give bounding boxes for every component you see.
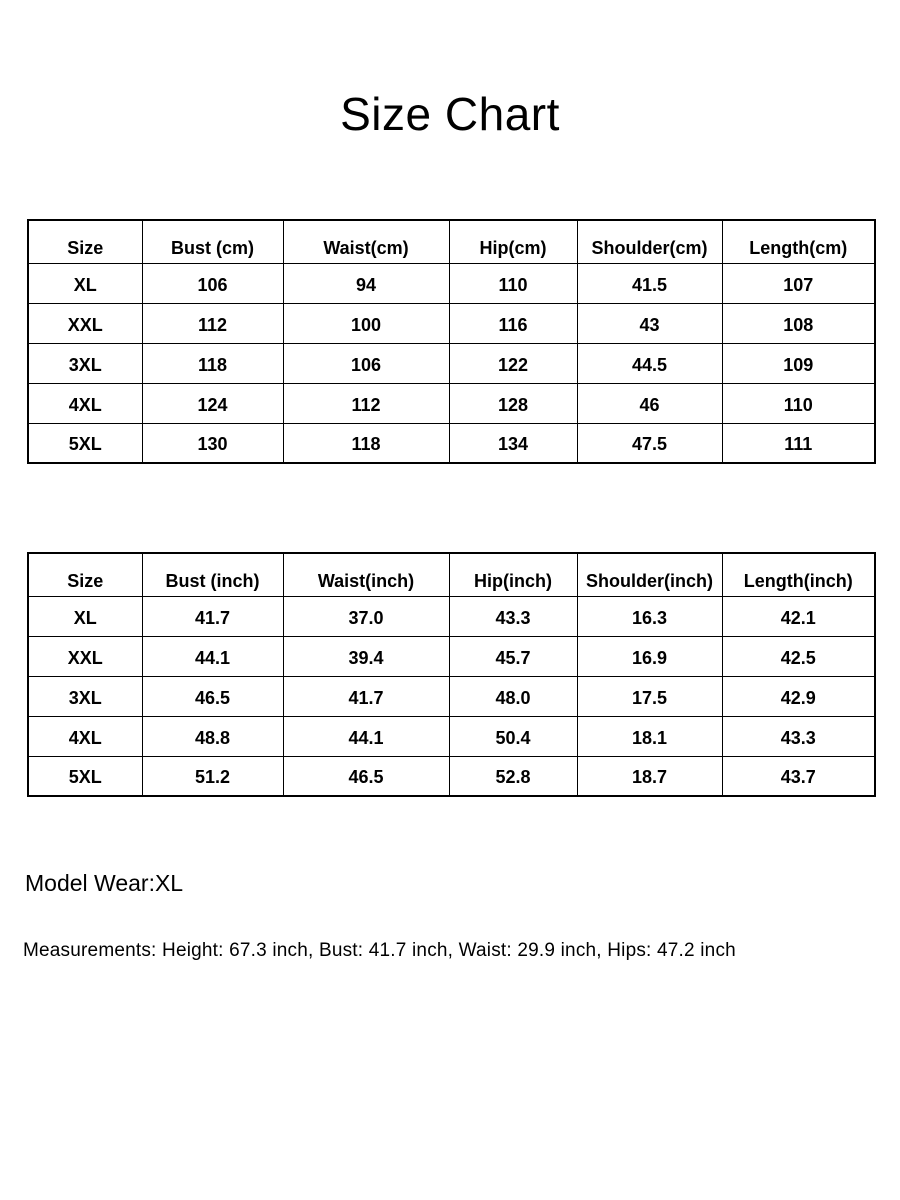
size-cell: 3XL <box>28 343 142 383</box>
size-cell: 4XL <box>28 383 142 423</box>
measurement-cell: 50.4 <box>449 716 577 756</box>
measurement-cell: 41.7 <box>142 596 283 636</box>
measurement-cell: 18.1 <box>577 716 722 756</box>
model-wear-text: Model Wear:XL <box>25 870 184 896</box>
table-row <box>28 596 875 636</box>
measurement-cell: 46.5 <box>283 756 449 796</box>
column-header: Shoulder(cm) <box>577 220 722 263</box>
measurement-cell: 52.8 <box>449 756 577 796</box>
measurement-cell: 42.5 <box>722 636 875 676</box>
column-header: Shoulder(inch) <box>577 553 722 596</box>
page-title: Size Chart <box>340 88 560 140</box>
measurement-cell: 134 <box>449 423 577 463</box>
measurement-cell: 51.2 <box>142 756 283 796</box>
size-cell: XXL <box>28 636 142 676</box>
measurement-cell: 124 <box>142 383 283 423</box>
table-header-row <box>28 220 875 263</box>
measurement-cell: 46.5 <box>142 676 283 716</box>
measurement-cell: 42.1 <box>722 596 875 636</box>
size-cell: 3XL <box>28 676 142 716</box>
table-header-row <box>28 553 875 596</box>
size-cell: XXL <box>28 303 142 343</box>
table-row <box>28 303 875 343</box>
measurement-cell: 106 <box>142 263 283 303</box>
measurement-cell: 41.5 <box>577 263 722 303</box>
measurement-cell: 18.7 <box>577 756 722 796</box>
table-row <box>28 716 875 756</box>
measurement-cell: 42.9 <box>722 676 875 716</box>
measurement-cell: 46 <box>577 383 722 423</box>
table-row <box>28 756 875 796</box>
size-table-inch <box>27 552 876 797</box>
measurement-cell: 100 <box>283 303 449 343</box>
measurement-cell: 130 <box>142 423 283 463</box>
measurement-cell: 43.3 <box>449 596 577 636</box>
measurement-cell: 112 <box>283 383 449 423</box>
size-cell: 5XL <box>28 423 142 463</box>
measurement-cell: 111 <box>722 423 875 463</box>
table-row <box>28 636 875 676</box>
column-header: Waist(inch) <box>283 553 449 596</box>
measurement-cell: 122 <box>449 343 577 383</box>
table-row <box>28 343 875 383</box>
measurement-cell: 48.8 <box>142 716 283 756</box>
measurement-cell: 39.4 <box>283 636 449 676</box>
size-cell: XL <box>28 263 142 303</box>
size-cell: XL <box>28 596 142 636</box>
table-row <box>28 383 875 423</box>
measurement-cell: 108 <box>722 303 875 343</box>
measurement-cell: 17.5 <box>577 676 722 716</box>
measurement-cell: 110 <box>722 383 875 423</box>
measurement-cell: 43.7 <box>722 756 875 796</box>
column-header: Hip(cm) <box>449 220 577 263</box>
table-row <box>28 676 875 716</box>
measurement-cell: 37.0 <box>283 596 449 636</box>
measurement-cell: 44.5 <box>577 343 722 383</box>
measurement-cell: 47.5 <box>577 423 722 463</box>
column-header: Waist(cm) <box>283 220 449 263</box>
column-header: Length(inch) <box>722 553 875 596</box>
size-cell: 5XL <box>28 756 142 796</box>
table-row <box>28 423 875 463</box>
column-header: Bust (inch) <box>142 553 283 596</box>
measurement-cell: 118 <box>142 343 283 383</box>
measurement-cell: 107 <box>722 263 875 303</box>
measurement-cell: 44.1 <box>142 636 283 676</box>
measurement-cell: 44.1 <box>283 716 449 756</box>
column-header: Length(cm) <box>722 220 875 263</box>
column-header: Hip(inch) <box>449 553 577 596</box>
measurement-cell: 112 <box>142 303 283 343</box>
measurement-cell: 118 <box>283 423 449 463</box>
measurements-text: Measurements: Height: 67.3 inch, Bust: 41.7 inch, Waist: 29.9 inch, Hips: 47.2 inch <box>23 940 736 961</box>
measurement-cell: 48.0 <box>449 676 577 716</box>
measurement-cell: 45.7 <box>449 636 577 676</box>
size-table-cm <box>27 219 876 464</box>
size-cell: 4XL <box>28 716 142 756</box>
measurement-cell: 43.3 <box>722 716 875 756</box>
measurement-cell: 128 <box>449 383 577 423</box>
measurement-cell: 116 <box>449 303 577 343</box>
measurement-cell: 110 <box>449 263 577 303</box>
measurement-cell: 94 <box>283 263 449 303</box>
measurement-cell: 16.3 <box>577 596 722 636</box>
measurement-cell: 16.9 <box>577 636 722 676</box>
column-header: Size <box>28 220 142 263</box>
measurement-cell: 109 <box>722 343 875 383</box>
table-row <box>28 263 875 303</box>
measurement-cell: 43 <box>577 303 722 343</box>
column-header: Bust (cm) <box>142 220 283 263</box>
measurement-cell: 41.7 <box>283 676 449 716</box>
column-header: Size <box>28 553 142 596</box>
measurement-cell: 106 <box>283 343 449 383</box>
